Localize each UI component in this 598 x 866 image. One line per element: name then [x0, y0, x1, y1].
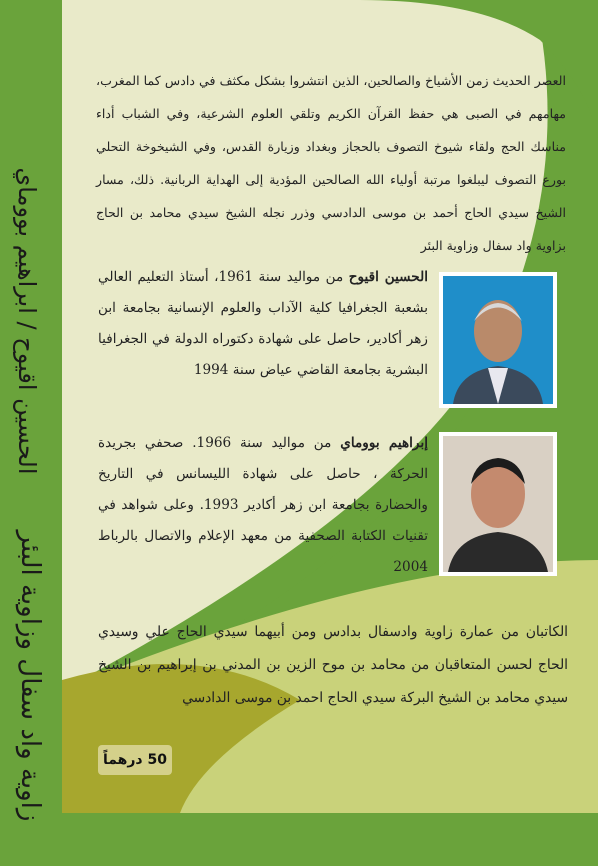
author-bio-2-text: من مواليد سنة 1966. صحفي بجريدة الحركة ، حاصل على شهادة الليسانس في التاريخ والحضارة بجامعة ابن زهر أكادير 1993. وعلى شواهد في تقنيات الكتابة الصحفية من معهد الإعلام والاتصال بالرباط 2004: [98, 435, 428, 575]
author-photo-2: [439, 432, 557, 576]
closing-paragraph: الكاتبان من عمارة زاوية وادسفال بدادس ومن أبيهما سيدي الحاج علي وسيدي الحاج لحسن المتعاقبان من محامد بن موح الزين بن المدني بن إبراهيم بن الشيخ سيدي محامد بن الشيخ البركة سيدي الحاج احمد بن موسى الدادسي: [98, 624, 568, 706]
author-bio-2: [98, 428, 428, 583]
author-bio-1-text: من مواليد سنة 1961، أستاذ التعليم العالي بشعبة الجغرافيا كلية الآداب والعلوم الإنسانية بجامعة ابن زهر أكادير، حاصل على شهادة دكتوراه الدولة في الجغرافيا البشرية بجامعة القاضي عياض سنة 1994: [98, 269, 428, 378]
book-spine: [0, 0, 62, 822]
price-badge: 50 درهماً: [98, 745, 172, 775]
spine-authors: الحسين اقيوح / ابراهيم بووماي: [13, 167, 41, 475]
intro-paragraph: العصر الحديث زمن الأشياخ والصالحين، الذين انتشروا بشكل مكثف في دادس كما المغرب، مهامهم في الصبى هي حفظ القرآن الكريم وتلقي العلوم الشرعية، وفي الشباب أداء مناسك الحج ولقاء شيوخ التصوف بالحجاز وبغداد وزيارة القدس، وفي الشيخوخة التحلي بورع التصوف ليبلغوا مرتبة أولياء الله الصالحين المؤدية إلى الهداية الربانية. ذلك، مسار الشيخ سيدي الحاج أحمد بن موسى الدادسي وذرر نجله الشيخ سيدي محامد بن الحاج بزاوية واد سفال وزاوية البئر: [96, 73, 566, 253]
author-name-1: الحسين اقيوح: [348, 269, 428, 285]
author-bio-1: [98, 262, 428, 386]
portrait-1-icon: [443, 276, 553, 404]
spine-title: زاوية واد سفال وزاوية البئر: [15, 530, 45, 822]
author-name-2: إبراهيم بووماي: [340, 435, 428, 451]
author-photo-1: [439, 272, 557, 408]
portrait-2-icon: [443, 436, 553, 572]
